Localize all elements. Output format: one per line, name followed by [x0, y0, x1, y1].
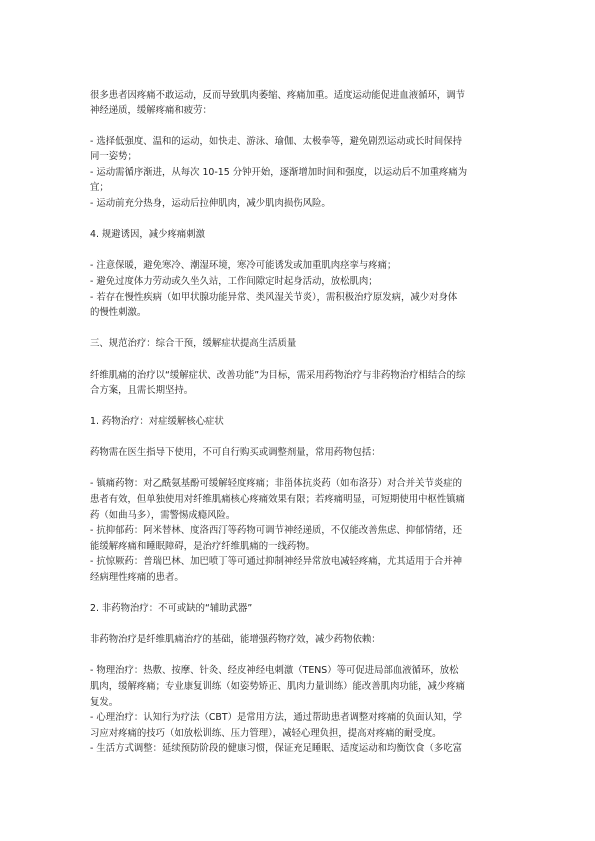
- bullet-line: 肌肉，缓解疼痛；专业康复训练（如姿势矫正、肌肉力量训练）能改善肌肉功能，减少疼痛: [90, 681, 466, 692]
- bullet-line: - 若存在慢性疾病（如甲状腺功能异常、类风湿关节炎），需积极治疗原发病，减少对身体: [90, 292, 458, 303]
- paragraph-line: 非药物治疗是纤维肌痛治疗的基础，能增强药物疗效，减少药物依赖：: [90, 634, 381, 645]
- bullet-line: 经病理性疼痛的患者。: [90, 572, 184, 583]
- bullet-line: 的慢性刺激。: [90, 307, 147, 318]
- bullet-line: - 运动需循序渐进，从每次 10-15 分钟开始，逐渐增加时间和强度，以运动后不加重疼痛为: [90, 167, 468, 178]
- paragraph-line: 合方案，且需长期坚持。: [90, 385, 194, 396]
- paragraph-line: 很多患者因疼痛不敢运动，反而导致肌肉萎缩、疼痛加重。适度运动能促进血液循环，调节: [90, 90, 466, 101]
- section-heading: 三、规范治疗：综合干预，缓解症状提高生活质量: [90, 338, 297, 349]
- bullet-line: 患者有效，但单独使用对纤维肌痛核心疼痛效果有限；若疼痛明显，可短期使用中枢性镇痛: [90, 494, 466, 505]
- bullet-line: 复发。: [90, 697, 119, 708]
- bullet-line: 能缓解疼痛和睡眠障碍，是治疗纤维肌痛的一线药物。: [90, 541, 316, 552]
- bullet-line: - 生活方式调整：延续预防阶段的健康习惯，保证充足睡眠、适度运动和均衡饮食（多吃富: [90, 743, 462, 754]
- bullet-line: 药（如曲马多），需警惕成瘾风险。: [90, 510, 236, 521]
- bullet-line: - 抗抑郁药：阿米替林、度洛西汀等药物可调节神经递质，不仅能改善焦虑、抑郁情绪，还: [90, 525, 462, 536]
- bullet-line: 习应对疼痛的技巧（如放松训练、压力管理），减轻心理负担，提高对疼痛的耐受度。: [90, 728, 442, 739]
- section-heading: 4. 规避诱因，减少疼痛刺激: [90, 229, 206, 240]
- paragraph-line: 药物需在医生指导下使用，不可自行购买或调整剂量，常用药物包括：: [90, 447, 381, 458]
- paragraph-line: 纤维肌痛的治疗以“缓解症状、改善功能”为目标，需采用药物治疗与非药物治疗相结合的综: [90, 370, 466, 381]
- paragraph-line: 神经递质，缓解疼痛和疲劳：: [90, 105, 212, 116]
- bullet-line: - 注意保暖，避免寒冷、潮湿环境，寒冷可能诱发或加重肌肉痉挛与疼痛；: [90, 260, 397, 271]
- bullet-line: - 选择低强度、温和的运动，如快走、游泳、瑜伽、太极拳等，避免剧烈运动或长时间保持: [90, 136, 462, 147]
- bullet-line: - 抗惊厥药：普瑞巴林、加巴喷丁等可通过抑制神经异常放电减轻疼痛，尤其适用于合并神: [90, 556, 462, 567]
- bullet-line: - 心理治疗：认知行为疗法（CBT）是常用方法，通过帮助患者调整对疼痛的负面认知，学: [90, 712, 462, 723]
- bullet-line: 宜；: [90, 182, 109, 193]
- bullet-line: - 避免过度体力劳动或久坐久站，工作间隙定时起身活动，放松肌肉；: [90, 276, 378, 287]
- section-heading: 1. 药物治疗：对症缓解核心症状: [90, 416, 224, 427]
- bullet-line: - 运动前充分热身，运动后拉伸肌肉，减少肌肉损伤风险。: [90, 198, 331, 209]
- section-heading: 2. 非药物治疗：不可或缺的“辅助武器”: [90, 603, 253, 614]
- bullet-line: - 物理治疗：热敷、按摩、针灸、经皮神经电刺激（TENS）等可促进局部血液循环，放松: [90, 665, 459, 676]
- bullet-line: 同一姿势；: [90, 151, 137, 162]
- bullet-line: - 镇痛药物：对乙酰氨基酚可缓解轻度疼痛；非甾体抗炎药（如布洛芬）对合并关节炎症的: [90, 478, 462, 489]
